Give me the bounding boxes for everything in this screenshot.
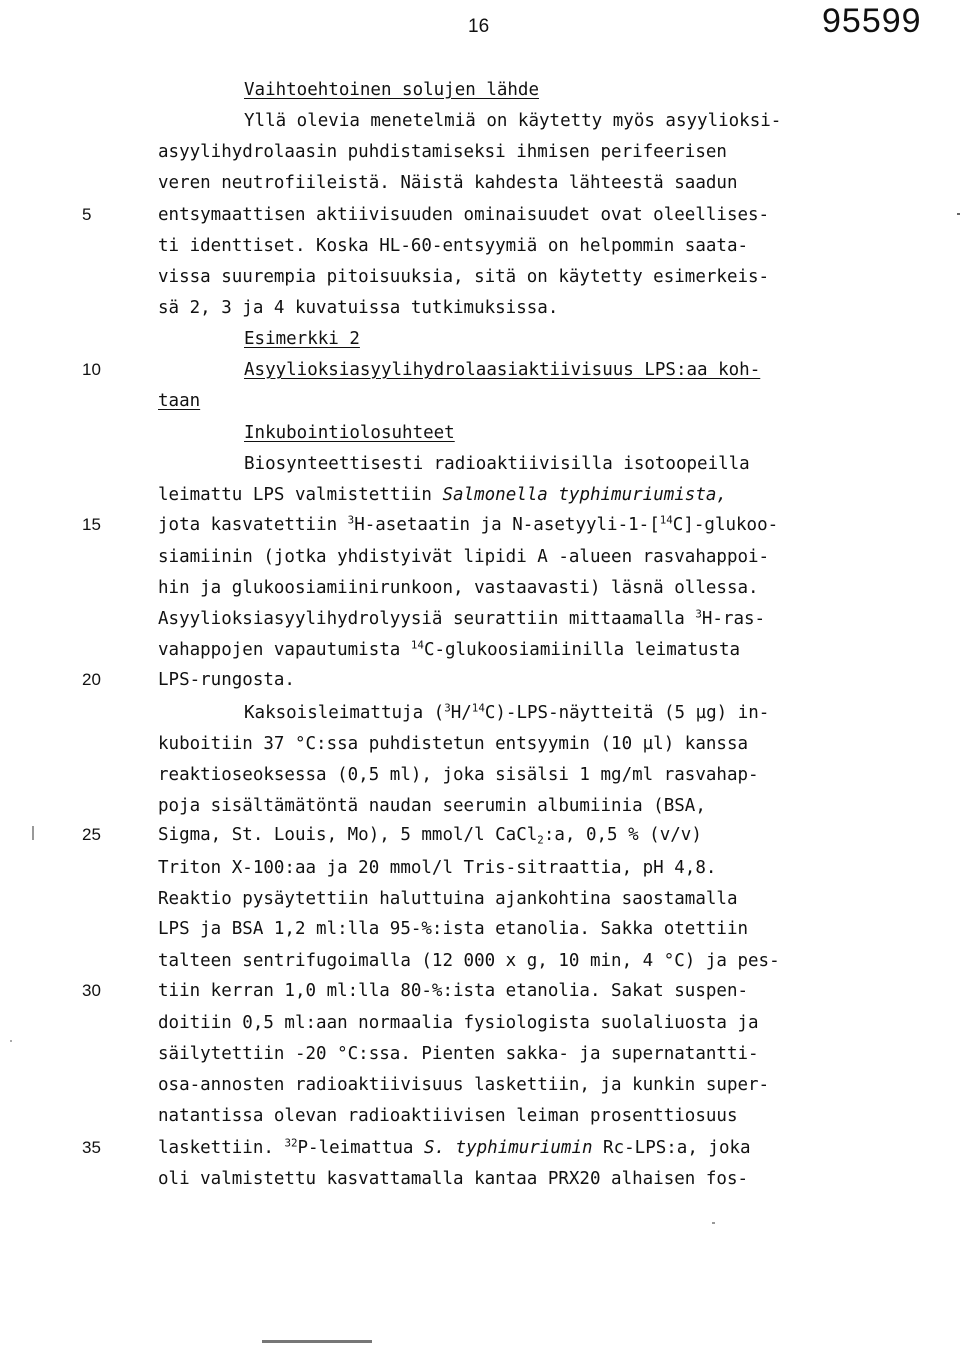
text-line: oli valmistettu kasvattamalla kantaa PRX20 alhaisen fos- [158, 1169, 749, 1189]
text-line: poja sisältämätöntä naudan seerumin albumiinia (BSA, [158, 796, 706, 816]
isotope-superscript: 3 [695, 607, 702, 621]
subheading: Inkubointiolosuhteet [244, 423, 455, 443]
isotope-superscript: 32 [284, 1136, 298, 1150]
text-segment: :a, 0,5 % (v/v) [543, 825, 702, 845]
document-id: 95599 [822, 2, 922, 40]
text-line: entsymaattisen aktiivisuuden ominaisuudet ovat oleellises- [158, 205, 770, 225]
text-line [158, 639, 870, 661]
text-segment: C)-LPS-näytteitä (5 µg) in- [484, 703, 770, 723]
isotope-superscript: 3 [444, 701, 451, 715]
scan-speck [262, 1340, 372, 1343]
text-line [158, 608, 870, 630]
text-line: veren neutrofiileistä. Näistä kahdesta lähteestä saadun [158, 173, 738, 193]
text-segment: Kaksoisleimattuja ( [244, 703, 445, 723]
text-segment: jota kasvatettiin [158, 515, 348, 535]
text-segment: Rc-LPS:a, joka [592, 1138, 751, 1158]
text-segment: leimattu LPS valmistettiin [158, 485, 443, 505]
text-segment: H-asetaatin ja N-asetyyli-1-[ [354, 515, 660, 535]
italic-species-name: Salmonella typhimuriumista, [442, 485, 727, 505]
text-line: asyylihydrolaasin puhdistamiseksi ihmisen perifeerisen [158, 142, 727, 162]
text-line [158, 514, 870, 536]
italic-species-name: S. typhimuriumin [423, 1138, 593, 1158]
text-line [158, 1137, 870, 1159]
isotope-superscript: 3 [347, 513, 355, 527]
text-line: siamiinin (jotka yhdistyivät lipidi A -alueen rasvahappoi- [158, 547, 770, 567]
text-line [244, 702, 956, 724]
margin-line-number: 5 [82, 205, 92, 224]
text-line: ti identtiset. Koska HL-60-entsyymiä on helpommin saata- [158, 236, 749, 256]
text-line: Triton X-100:aa ja 20 mmol/l Tris-sitraattia, pH 4,8. [158, 858, 717, 878]
text-line: Reaktio pysäytettiin haluttuina ajankohtina saostamalla [158, 889, 738, 909]
example-heading: Esimerkki 2 [244, 329, 360, 349]
text-line: Yllä olevia menetelmiä on käytetty myös asyylioksi- [244, 111, 782, 131]
text-line: hin ja glukoosiamiinirunkoon, vastaavasti) läsnä ollessa. [158, 578, 759, 598]
scan-speck [10, 1040, 12, 1042]
text-line: vissa suurempia pitoisuuksia, sitä on käytetty esimerkeis- [158, 267, 770, 287]
text-line [158, 824, 870, 846]
example-title: Asyylioksiasyylihydrolaasiaktiivisuus LPS:aa koh- [244, 360, 761, 380]
text-segment: H/ [450, 703, 472, 723]
text-segment: H-ras- [701, 609, 766, 629]
text-line: säilytettiin -20 °C:ssa. Pienten sakka- ja supernatantti- [158, 1044, 759, 1064]
isotope-superscript: 14 [471, 701, 485, 715]
margin-line-number: 20 [82, 670, 101, 689]
isotope-superscript: 14 [410, 638, 424, 652]
text-line: Biosynteettisesti radioaktiivisilla isotoopeilla [244, 454, 750, 474]
margin-line-number: 10 [82, 360, 101, 379]
page-number: 16 [468, 16, 490, 37]
margin-line-number: 35 [82, 1138, 101, 1157]
margin-line-number: 15 [82, 515, 101, 534]
text-line: LPS-rungosta. [158, 670, 295, 690]
text-segment: Asyylioksiasyylihydrolyysiä seurattiin mittaamalla [158, 609, 696, 629]
text-line: reaktioseoksessa (0,5 ml), joka sisälsi 1 mg/ml rasvahap- [158, 765, 759, 785]
scan-speck [712, 1222, 715, 1224]
margin-line-number: 25 [82, 825, 101, 844]
section-heading: Vaihtoehtoinen solujen lähde [244, 80, 540, 100]
text-line: sä 2, 3 ja 4 kuvatuissa tutkimuksissa. [158, 298, 559, 318]
isotope-superscript: 14 [659, 513, 673, 527]
margin-line-number: 30 [82, 981, 101, 1000]
formula-subscript: 2 [537, 833, 544, 847]
text-line: talteen sentrifugoimalla (12 000 x g, 10 min, 4 °C) ja pes- [158, 951, 780, 971]
example-title-continued: taan [158, 391, 201, 411]
text-line: doitiin 0,5 ml:aan normaalia fysiologista suolaliuosta ja [158, 1013, 759, 1033]
text-line: kuboitiin 37 °C:ssa puhdistetun entsyymin (10 µl) kanssa [158, 734, 749, 754]
text-line: LPS ja BSA 1,2 ml:lla 95-%:ista etanolia. Sakka otettiin [158, 919, 749, 939]
text-segment: vahappojen vapautumista [158, 640, 411, 660]
text-segment: C]-glukoo- [672, 515, 779, 535]
text-segment: P-leimattua [297, 1138, 424, 1158]
text-line: tiin kerran 1,0 ml:lla 80-%:ista etanolia. Sakat suspen- [158, 981, 749, 1001]
text-line: osa-annosten radioaktiivisuus laskettiin, ja kunkin super- [158, 1075, 770, 1095]
text-segment: Sigma, St. Louis, Mo), 5 mmol/l CaCl [158, 825, 538, 845]
text-segment: laskettiin. [158, 1138, 285, 1158]
scan-speck [32, 826, 34, 840]
text-segment: C-glukoosiamiinilla leimatusta [423, 640, 741, 660]
text-line [158, 484, 870, 506]
text-line: natantissa olevan radioaktiivisen leiman prosenttiosuus [158, 1106, 738, 1126]
